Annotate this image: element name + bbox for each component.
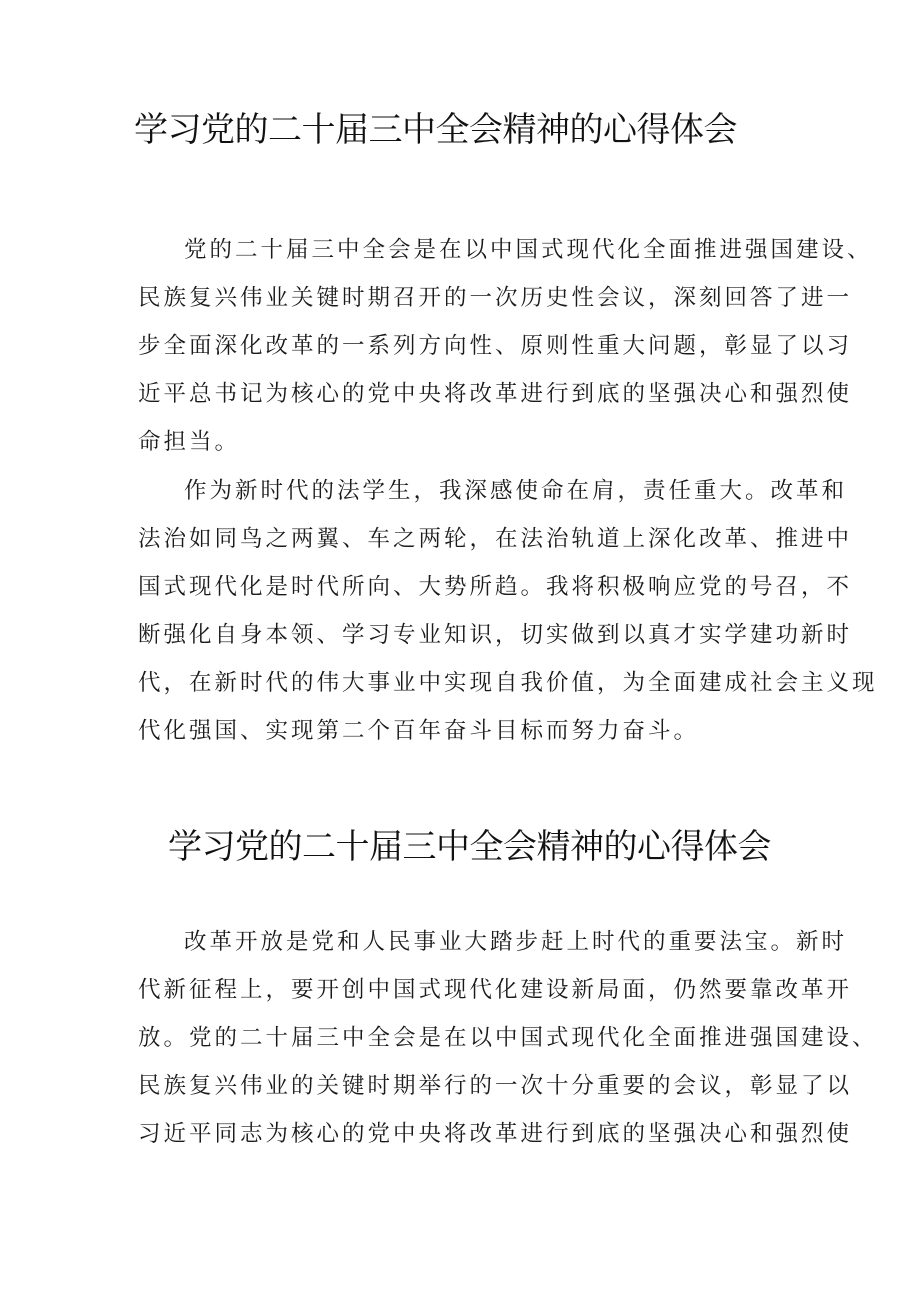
section-2-title: 学习党的二十届三中全会精神的心得体会 xyxy=(168,827,771,867)
paragraph-line: 断强化自身本领、学习专业知识，切实做到以真才实学建功新时 xyxy=(138,622,853,648)
paragraph-line: 习近平同志为核心的党中央将改革进行到底的坚强决心和强烈使 xyxy=(138,1121,853,1147)
paragraph-line: 党的二十届三中全会是在以中国式现代化全面推进强国建设、 xyxy=(184,237,873,263)
section-1-paragraph-1 xyxy=(138,226,873,466)
paragraph-line: 改革开放是党和人民事业大踏步赶上时代的重要法宝。新时 xyxy=(184,929,848,955)
paragraph-line: 民族复兴伟业关键时期召开的一次历史性会议，深刻回答了进一 xyxy=(138,285,853,311)
paragraph-line: 作为新时代的法学生，我深感使命在肩，责任重大。改革和 xyxy=(184,478,848,504)
paragraph-line: 命担当。 xyxy=(138,429,241,455)
paragraph-line: 近平总书记为核心的党中央将改革进行到底的坚强决心和强烈使 xyxy=(138,381,853,407)
section-1-paragraph-2 xyxy=(138,467,878,755)
paragraph-line: 代新征程上，要开创中国式现代化建设新局面，仍然要靠改革开 xyxy=(138,977,853,1003)
paragraph-line: 放。党的二十届三中全会是在以中国式现代化全面推进强国建设、 xyxy=(138,1025,878,1051)
paragraph-line: 代化强国、实现第二个百年奋斗目标而努力奋斗。 xyxy=(138,718,700,744)
paragraph-line: 法治如同鸟之两翼、车之两轮，在法治轨道上深化改革、推进中 xyxy=(138,526,853,552)
paragraph-line: 国式现代化是时代所向、大势所趋。我将积极响应党的号召，不 xyxy=(138,574,853,600)
paragraph-line: 代，在新时代的伟大事业中实现自我价值，为全面建成社会主义现 xyxy=(138,670,878,696)
section-1-title: 学习党的二十届三中全会精神的心得体会 xyxy=(134,110,737,150)
paragraph-line: 步全面深化改革的一系列方向性、原则性重大问题，彰显了以习 xyxy=(138,333,853,359)
section-2-paragraph-1 xyxy=(138,918,878,1158)
paragraph-line: 民族复兴伟业的关键时期举行的一次十分重要的会议，彰显了以 xyxy=(138,1073,853,1099)
